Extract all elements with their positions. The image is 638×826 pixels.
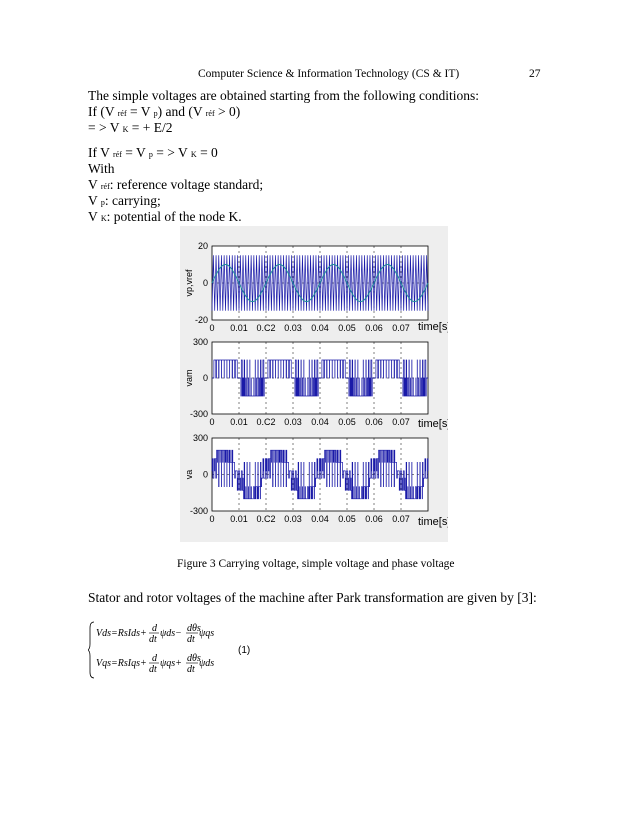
condition-1-result: = > V K = + E/2	[88, 120, 173, 135]
x-tick-label: 0.05	[338, 323, 356, 333]
x-tick-label: 0.07	[392, 514, 410, 524]
x-tick-label: 0.04	[311, 417, 329, 427]
x-tick-label: 0.01	[230, 514, 248, 524]
x-tick-label: 0.01	[230, 323, 248, 333]
x-tick-label: 0.04	[311, 514, 329, 524]
x-axis-label: time[s]	[418, 321, 448, 333]
x-tick-label: 0.04	[311, 323, 329, 333]
x-tick-label: 0.07	[392, 323, 410, 333]
eq-line2-a: Vqs=RsIqs+	[96, 658, 147, 669]
definition-vref: V réf: reference voltage standard;	[88, 177, 264, 192]
x-tick-label: 0.05	[338, 514, 356, 524]
definition-vk: V K: potential of the node K.	[88, 209, 242, 224]
y-tick-label: -300	[189, 409, 208, 419]
eq-line1-dtheta: dθs	[187, 623, 201, 634]
y-tick-label: 0	[202, 373, 208, 383]
eq-line2-dtheta: dθs	[187, 653, 201, 664]
x-axis-label: time[s]	[418, 516, 448, 528]
equation-1	[88, 620, 388, 680]
equation-brace	[88, 622, 94, 678]
x-tick-label: 0.06	[365, 417, 383, 427]
eq-line1-b: ψds−	[160, 628, 182, 639]
x-tick-label: 0.06	[365, 514, 383, 524]
figure-3	[180, 226, 448, 542]
eq-line2-dt: dt	[149, 664, 157, 675]
x-tick-label: 0.06	[365, 323, 383, 333]
x-tick-label: 0	[209, 323, 215, 333]
x-tick-label: 0.03	[284, 514, 302, 524]
x-tick-label: 0.03	[284, 417, 302, 427]
x-tick-label: 0	[209, 514, 215, 524]
y-tick-label: -300	[189, 506, 208, 516]
figure-caption: Figure 3 Carrying voltage, simple voltage and phase voltage	[177, 558, 455, 570]
x-tick-label: 0.05	[338, 417, 356, 427]
y-axis-label: va	[184, 469, 194, 480]
y-tick-label: 0	[202, 278, 208, 288]
x-tick-label: 0.03	[284, 323, 302, 333]
x-tick-label: 0.C2	[256, 417, 276, 427]
condition-1: If (V réf = V p) and (V réf > 0)	[88, 104, 241, 119]
x-axis-label: time[s]	[418, 418, 448, 430]
page-number: 27	[529, 68, 541, 80]
x-tick-label: 0.C2	[256, 323, 276, 333]
eq-line1-c: ψqs	[199, 628, 215, 639]
figure-3-plots	[180, 226, 448, 542]
y-axis-label: vam	[184, 369, 194, 387]
with-label: With	[88, 161, 115, 176]
y-tick-label: 300	[192, 433, 208, 443]
eq-line1-d: d	[152, 623, 157, 634]
x-tick-label: 0.C2	[256, 514, 276, 524]
x-tick-label: 0	[209, 417, 215, 427]
eq-line2-d: d	[152, 653, 157, 664]
x-tick-label: 0.07	[392, 417, 410, 427]
y-tick-label: 300	[192, 337, 208, 347]
condition-2: If V réf = V p = > V K = 0	[88, 145, 218, 160]
eq-line1-dt2: dt	[187, 634, 195, 645]
equation-svg	[88, 620, 388, 680]
x-tick-label: 0.01	[230, 417, 248, 427]
eq-line1-dt: dt	[149, 634, 157, 645]
equation-number: (1)	[238, 645, 251, 656]
definition-vp: V p: carrying;	[88, 193, 161, 208]
y-tick-label: 0	[202, 469, 208, 480]
eq-line2-c: ψds	[199, 658, 215, 669]
eq-line2-dt2: dt	[187, 664, 195, 675]
eq-line2-b: ψqs+	[160, 658, 182, 669]
y-tick-label: -20	[194, 315, 208, 325]
y-tick-label: 20	[197, 241, 208, 251]
eq-line1-a: Vds=RsIds+	[96, 628, 147, 639]
stator-text: Stator and rotor voltages of the machine after Park transformation are given by [3]:	[88, 590, 537, 605]
y-axis-label: vp,vref	[184, 269, 194, 297]
running-header: Computer Science & Information Technology (CS & IT)	[198, 68, 460, 80]
intro-text: The simple voltages are obtained starting from the following conditions:	[88, 88, 480, 103]
